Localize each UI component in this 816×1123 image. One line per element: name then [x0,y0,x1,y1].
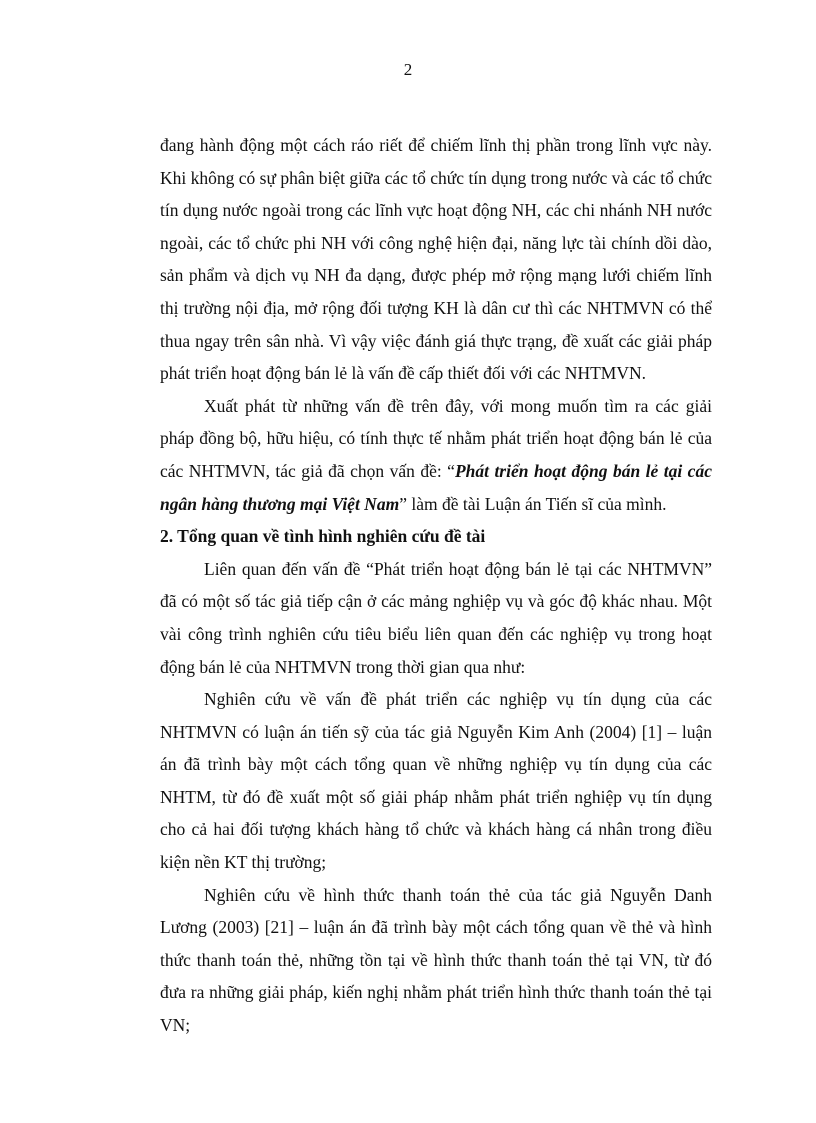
paragraph-credit-research: Nghiên cứu về vấn đề phát triển các nghiệp vụ tín dụng của các NHTMVN có luận án tiến sỹ của tác giả Nguyễn Kim Anh (2004) [1] – luận án đã trình bày một cách tổng quan về những nghiệp vụ tín dụng của các NHTM, từ đó đề xuất một số giải pháp nhằm phát triển nghiệp vụ tín dụng cho cả hai đối tượng khách hàng tổ chức và khách hàng cá nhân trong điều kiện nền KT thị trường; [160,689,712,873]
paragraph-continuation: đang hành động một cách ráo riết để chiếm lĩnh thị phần trong lĩnh vực này. Khi không có sự phân biệt giữa các tổ chức tín dụng trong nước và các tổ chức tín dụng nước ngoài trong các lĩnh vực hoạt động NH, các chi nhánh NH nước ngoài, các tổ chức phi NH với công nghệ hiện đại, năng lực tài chính dồi dào, sản phẩm và dịch vụ NH đa dạng, được phép mở rộng mạng lưới chiếm lĩnh thị trường nội địa, mở rộng đối tượng KH là dân cư thì các NHTMVN có thể thua ngay trên sân nhà. Vì vậy việc đánh giá thực trạng, đề xuất các giải pháp phát triển hoạt động bán lẻ là vấn đề cấp thiết đối với các NHTMVN. [160,135,712,384]
page-number: 2 [403,60,413,79]
section-heading: 2. Tổng quan về tình hình nghiên cứu đề tài [160,526,486,547]
thesis-title: Phát triển hoạt động bán lẻ tại các ngân hàng thương mại Việt Nam [160,460,712,514]
paragraph-overview: Liên quan đến vấn đề “Phát triển hoạt động bán lẻ tại các NHTMVN” đã có một số tác giả tiếp cận ở các mảng nghiệp vụ và góc độ khác nhau. Một vài công trình nghiên cứu tiêu biểu liên quan đến các nghiệp vụ trong hoạt động bán lẻ của NHTMVN trong thời gian qua như: [160,558,712,677]
paragraph-card-research: Nghiên cứu về hình thức thanh toán thẻ của tác giả Nguyễn Danh Lương (2003) [21] – luận án đã trình bày một cách tổng quan về thẻ và hình thức thanh toán thẻ, những tồn tại về hình thức thanh toán thẻ tại VN, từ đó đưa ra những giải pháp, kiến nghị nhằm phát triển hình thức thanh toán thẻ tại VN; [160,884,712,1036]
document-body [160,129,712,1042]
paragraph-text: ” làm đề tài Luận án Tiến sĩ của mình. [399,493,667,514]
paragraph-motivation [160,390,712,520]
paragraph-text: Xuất phát từ những vấn đề trên đây, với mong muốn tìm ra các giải pháp đồng bộ, hữu hiệu, có tính thực tế nhằm phát triển hoạt động bán lẻ của các NHTMVN, tác giả đã chọn vấn đề: “ [160,395,712,481]
